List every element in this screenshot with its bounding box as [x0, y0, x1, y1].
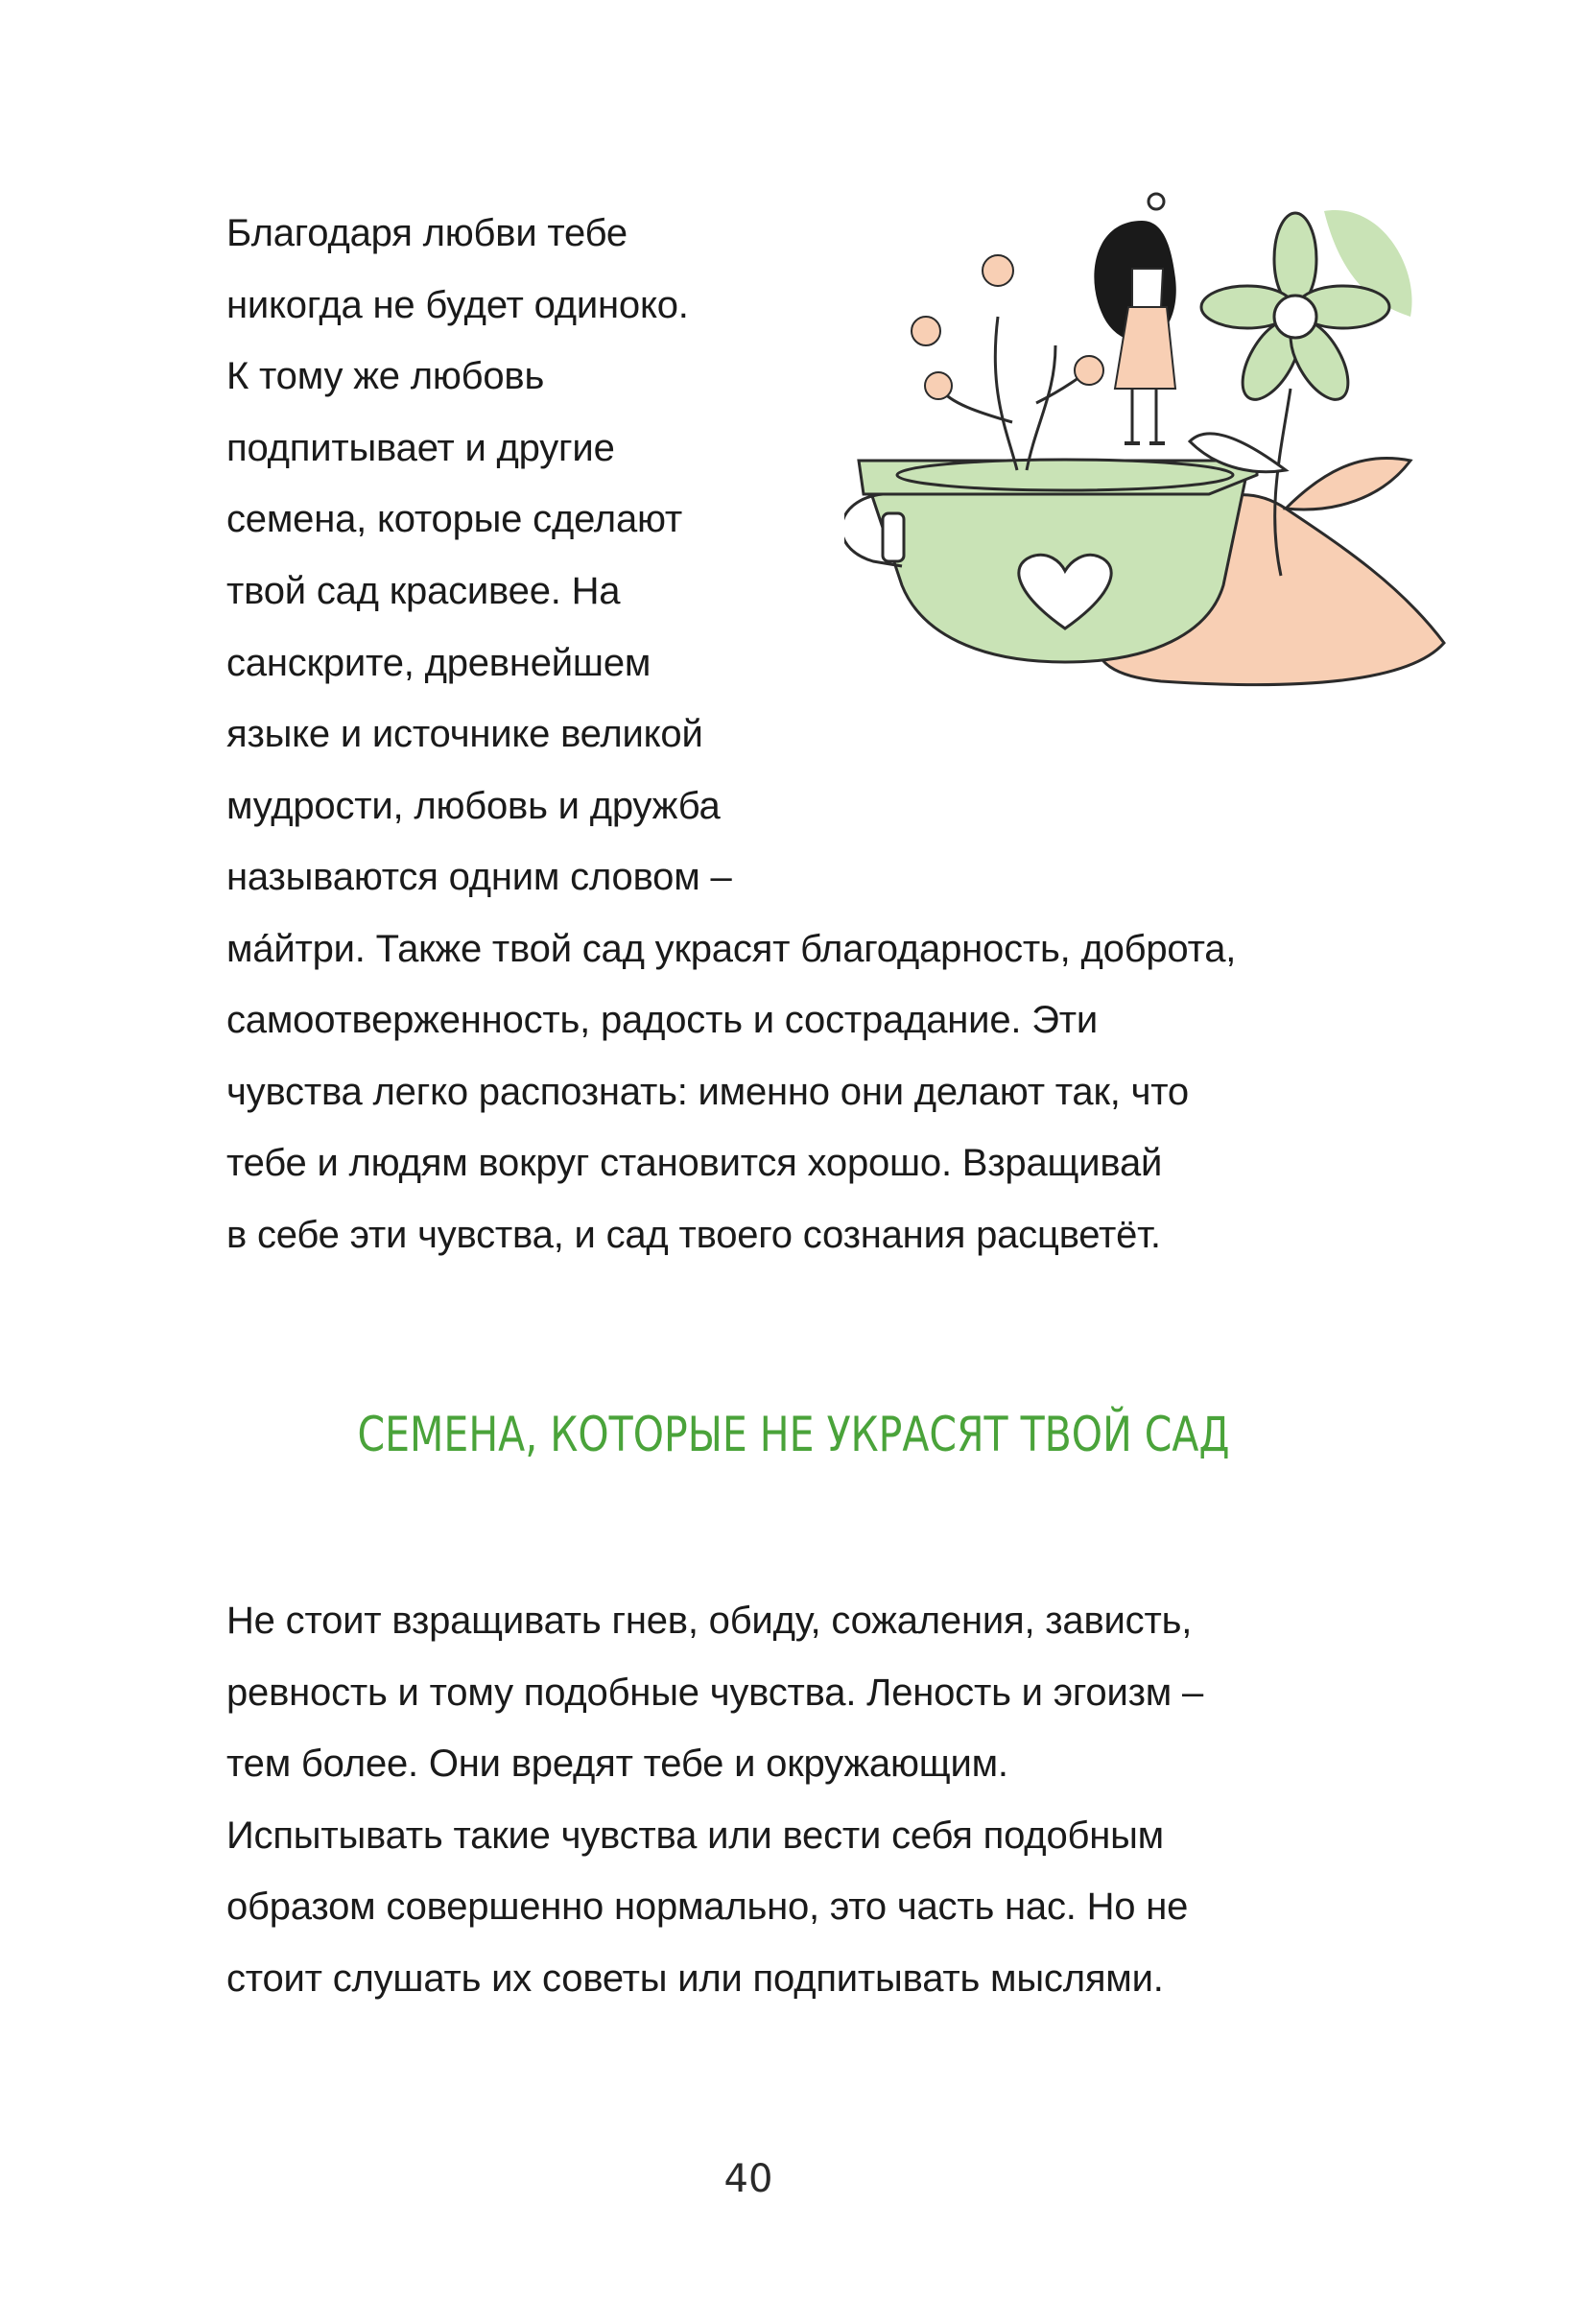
text-line: тем более. Они вредят тебе и окружающим. — [226, 1743, 1008, 1785]
text-line: ма́йтри. Также твой сад украсят благодарность, доброта, — [226, 928, 1237, 970]
cup-flowers-illustration — [844, 182, 1516, 796]
text-line: в себе эти чувства, и сад твоего сознания расцветёт. — [226, 1214, 1161, 1256]
text-line: языке и источнике великой — [226, 713, 703, 755]
text-line: стоит слушать их советы или подпитывать мыслями. — [226, 1957, 1164, 2000]
text-line: К тому же любовь — [226, 355, 545, 397]
text-line: тебе и людям вокруг становится хорошо. Взращивай — [226, 1142, 1163, 1184]
text-line: образом совершенно нормально, это часть нас. Но не — [226, 1885, 1189, 1928]
text-line: ревность и тому подобные чувства. Леность и эгоизм – — [226, 1672, 1204, 1714]
text-line: Испытывать такие чувства или вести себя подобным — [226, 1814, 1164, 1857]
text-line: мудрости, любовь и дружба — [226, 785, 721, 827]
text-line: подпитывает и другие — [226, 427, 615, 469]
text-line: санскрите, древнейшем — [226, 642, 651, 684]
text-line: называются одним словом – — [226, 856, 732, 898]
text-line: самоотверженность, радость и сострадание. Эти — [226, 999, 1099, 1041]
page-number: 40 — [723, 2157, 773, 2201]
text-line: твой сад красивее. На — [226, 570, 621, 612]
text-line: семена, которые сделают — [226, 498, 683, 540]
text-line: Не стоит взращивать гнев, обиду, сожаления, зависть, — [226, 1600, 1193, 1642]
text-line: Благодаря любви тебе — [226, 212, 628, 254]
text-line: никогда не будет одиноко. — [226, 284, 689, 326]
section-heading: СЕМЕНА, КОТОРЫЕ НЕ УКРАСЯТ ТВОЙ САД — [357, 1407, 1230, 1462]
text-line: чувства легко распознать: именно они делают так, что — [226, 1071, 1189, 1113]
